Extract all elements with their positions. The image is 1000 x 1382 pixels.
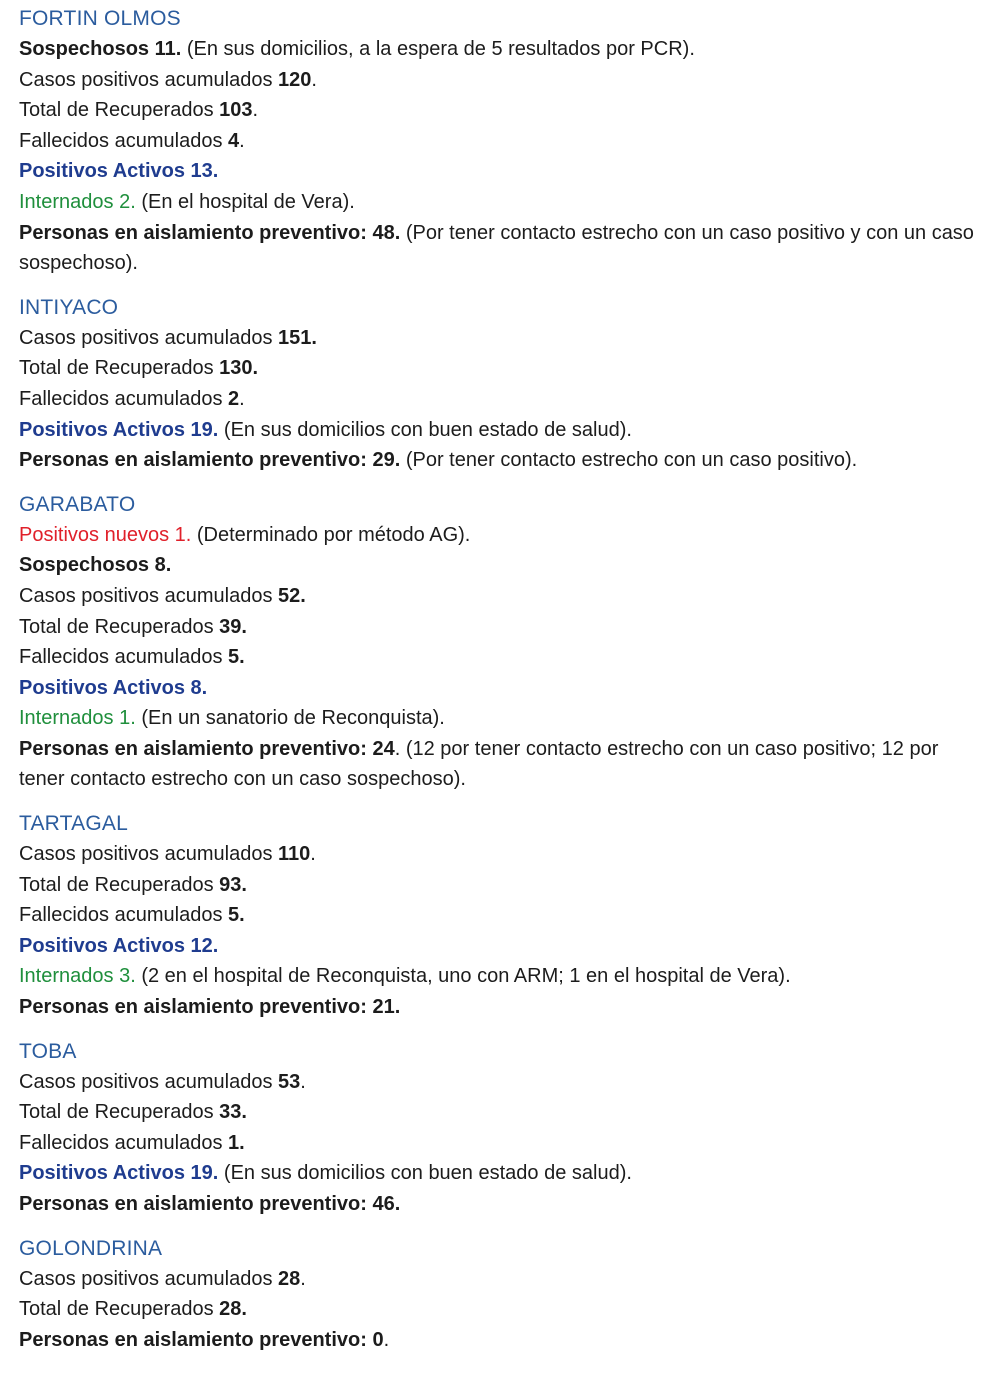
stat-line-activos: [19, 415, 979, 446]
stat-note: .: [239, 387, 245, 410]
section-garabato: [19, 490, 979, 795]
stat-line-casos: [19, 839, 979, 870]
stat-label: Fallecidos acumulados: [19, 387, 228, 410]
stat-line-casos: [19, 1264, 979, 1295]
stat-label: Fallecidos acumulados: [19, 904, 228, 927]
stat-line-casos: [19, 323, 979, 354]
stat-label: Personas en aislamiento preventivo:: [19, 996, 373, 1019]
stat-note: (2 en el hospital de Reconquista, uno con ARM; 1 en el hospital de Vera).: [135, 965, 791, 988]
stat-line-recuperados: [19, 870, 979, 901]
stat-label: Casos positivos acumulados: [19, 326, 279, 349]
stat-line-aislamiento: [19, 445, 979, 476]
stat-note: (En sus domicilios con buen estado de salud).: [218, 1162, 632, 1185]
stat-value: 8.: [190, 676, 208, 699]
stat-value: 52.: [278, 584, 306, 607]
stat-line-recuperados: [19, 1294, 979, 1325]
stat-label: Positivos nuevos: [19, 523, 175, 546]
stat-line-sospechosos: [19, 550, 979, 581]
stat-value: 5.: [228, 904, 245, 927]
stat-label: Fallecidos acumulados: [19, 129, 228, 152]
stat-line-aislamiento: [19, 218, 979, 279]
section-gap: [19, 795, 979, 809]
stat-note: .: [252, 99, 259, 122]
section-title: INTIYACO: [19, 295, 119, 319]
stat-label: Personas en aislamiento preventivo:: [19, 449, 373, 472]
stat-label: Positivos Activos: [19, 934, 191, 957]
stat-value: 8.: [154, 554, 172, 577]
stat-value: 5.: [228, 646, 245, 669]
stat-label: Positivos Activos: [19, 676, 191, 699]
stat-value: 19.: [190, 418, 219, 441]
stat-label: Casos positivos acumulados: [19, 1267, 279, 1290]
stat-value: 130.: [219, 357, 259, 380]
stat-note: (Por tener contacto estrecho con un caso positivo).: [400, 449, 858, 472]
stat-note: .: [311, 68, 317, 91]
stat-value: 53: [278, 1070, 301, 1093]
section-toba: [19, 1037, 979, 1220]
stat-line-aislamiento: [19, 1189, 979, 1220]
stat-value: 151.: [278, 326, 317, 349]
stat-note: (Determinado por método AG).: [191, 523, 471, 546]
stat-label: Internados: [19, 965, 120, 988]
section-tartagal: [19, 809, 979, 1023]
stat-value: 1.: [174, 523, 192, 546]
stat-label: Personas en aislamiento preventivo:: [19, 221, 373, 244]
stat-value: 13.: [190, 160, 219, 183]
stat-line-activos: [19, 931, 979, 962]
stat-value: 48.: [372, 221, 401, 244]
stat-value: 33.: [219, 1101, 247, 1124]
stat-value: 24: [372, 737, 395, 760]
stat-label: Sospechosos: [19, 38, 150, 60]
stat-line-aislamiento: [19, 734, 979, 795]
stat-line-fallecidos: [19, 900, 979, 931]
stat-label: Fallecidos acumulados: [19, 1131, 228, 1154]
stat-value: 2: [228, 387, 240, 410]
stat-label: Casos positivos acumulados: [19, 68, 279, 91]
stat-label: Personas en aislamiento preventivo:: [19, 737, 373, 760]
section-title: FORTIN OLMOS: [19, 7, 181, 30]
stat-value: 103: [219, 99, 253, 122]
stat-line-activos: [19, 156, 979, 187]
stat-label: Positivos Activos: [19, 160, 191, 183]
stat-value: 0: [372, 1328, 384, 1351]
section-gap: [19, 476, 979, 490]
stat-label: Total de Recuperados: [19, 99, 220, 122]
stat-value: 1.: [119, 707, 136, 730]
stat-value: 1.: [228, 1131, 245, 1154]
stat-label: Sospechosos: [19, 554, 155, 577]
stat-note: .: [383, 1328, 390, 1351]
stat-line-fallecidos: [19, 1128, 979, 1159]
stat-line-fallecidos: [19, 384, 979, 415]
stat-label: Positivos Activos: [19, 1162, 191, 1185]
stat-line-positivos-nuevos: [19, 520, 979, 551]
section-intiyaco: [19, 293, 979, 476]
stat-note: (En sus domicilios con buen estado de salud).: [218, 418, 632, 441]
stat-line-fallecidos: [19, 642, 979, 673]
stat-value: 29.: [372, 449, 401, 472]
stat-label: Fallecidos acumulados: [19, 646, 228, 669]
stat-label: Total de Recuperados: [19, 357, 220, 380]
stat-line-recuperados: [19, 1097, 979, 1128]
stat-line-recuperados: [19, 353, 979, 384]
stat-label: Casos positivos acumulados: [19, 584, 279, 607]
stat-line-casos: [19, 65, 979, 96]
stat-line-aislamiento: [19, 1325, 979, 1356]
stat-note: .: [300, 1070, 306, 1093]
stat-value: 28: [278, 1267, 301, 1290]
stat-line-internados: [19, 703, 979, 734]
stat-line-activos: [19, 673, 979, 704]
section-gap: [19, 279, 979, 293]
stat-value: 39.: [219, 615, 247, 638]
stat-note: .: [239, 129, 245, 152]
stat-label: Total de Recuperados: [19, 615, 220, 638]
section-gap: [19, 1220, 979, 1234]
stat-line-recuperados: [19, 612, 979, 643]
stat-label: Casos positivos acumulados: [19, 843, 279, 866]
stat-line-casos: [19, 581, 979, 612]
stat-value: 46.: [372, 1193, 401, 1215]
stat-value: 12.: [190, 934, 219, 957]
section-title: TARTAGAL: [19, 812, 128, 836]
stat-value: 3.: [119, 965, 136, 988]
stat-note: .: [300, 1267, 306, 1290]
stat-label: Personas en aislamiento preventivo:: [19, 1328, 373, 1351]
section-title: TOBA: [19, 1039, 77, 1063]
stat-value: 120: [278, 68, 312, 91]
stat-value: 28.: [219, 1298, 247, 1321]
stat-line-fallecidos: [19, 126, 979, 157]
stat-label: Total de Recuperados: [19, 1298, 220, 1321]
stat-line-aislamiento: [19, 992, 979, 1023]
stat-value: 110: [278, 843, 311, 866]
stat-label: Positivos Activos: [19, 418, 191, 441]
section-title: GOLONDRINA: [19, 1236, 163, 1260]
stat-value: 2.: [119, 190, 136, 213]
stat-label: Casos positivos acumulados: [19, 1070, 279, 1093]
section-gap: [19, 1023, 979, 1037]
stat-label: Total de Recuperados: [19, 1101, 220, 1124]
stat-label: Internados: [19, 707, 120, 730]
stat-line-casos: [19, 1067, 979, 1098]
stat-label: Personas en aislamiento preventivo:: [19, 1193, 373, 1215]
stat-label: Internados: [19, 190, 120, 213]
stat-note: (En un sanatorio de Reconquista).: [135, 707, 445, 730]
stat-value: 4: [228, 129, 240, 152]
stat-value: 19.: [190, 1162, 219, 1185]
stat-note: (En el hospital de Vera).: [135, 190, 355, 213]
stat-value: 93.: [219, 873, 247, 896]
stat-line-activos: [19, 1158, 979, 1189]
stat-value: 11.: [154, 38, 182, 60]
section-golondrina: [19, 1234, 979, 1356]
stat-line-internados: [19, 187, 979, 218]
stat-note: .: [310, 843, 316, 866]
stat-note: . (12 por tener contacto estrecho con un caso positivo; 12 por tener contacto estrecho con un caso sospechoso).: [19, 737, 939, 791]
stat-line-internados: [19, 961, 979, 992]
section-fortin-olmos: [19, 4, 979, 279]
stat-note: (En sus domicilios, a la espera de 5 resultados por PCR).: [181, 38, 695, 60]
stat-line-recuperados: [19, 95, 979, 126]
stat-value: 21.: [372, 996, 401, 1019]
stat-line-sospechosos: [19, 34, 979, 65]
section-title: GARABATO: [19, 492, 136, 516]
stat-note: (Por tener contacto estrecho con un caso positivo y con un caso sospechoso).: [19, 221, 974, 275]
stat-label: Total de Recuperados: [19, 873, 220, 896]
